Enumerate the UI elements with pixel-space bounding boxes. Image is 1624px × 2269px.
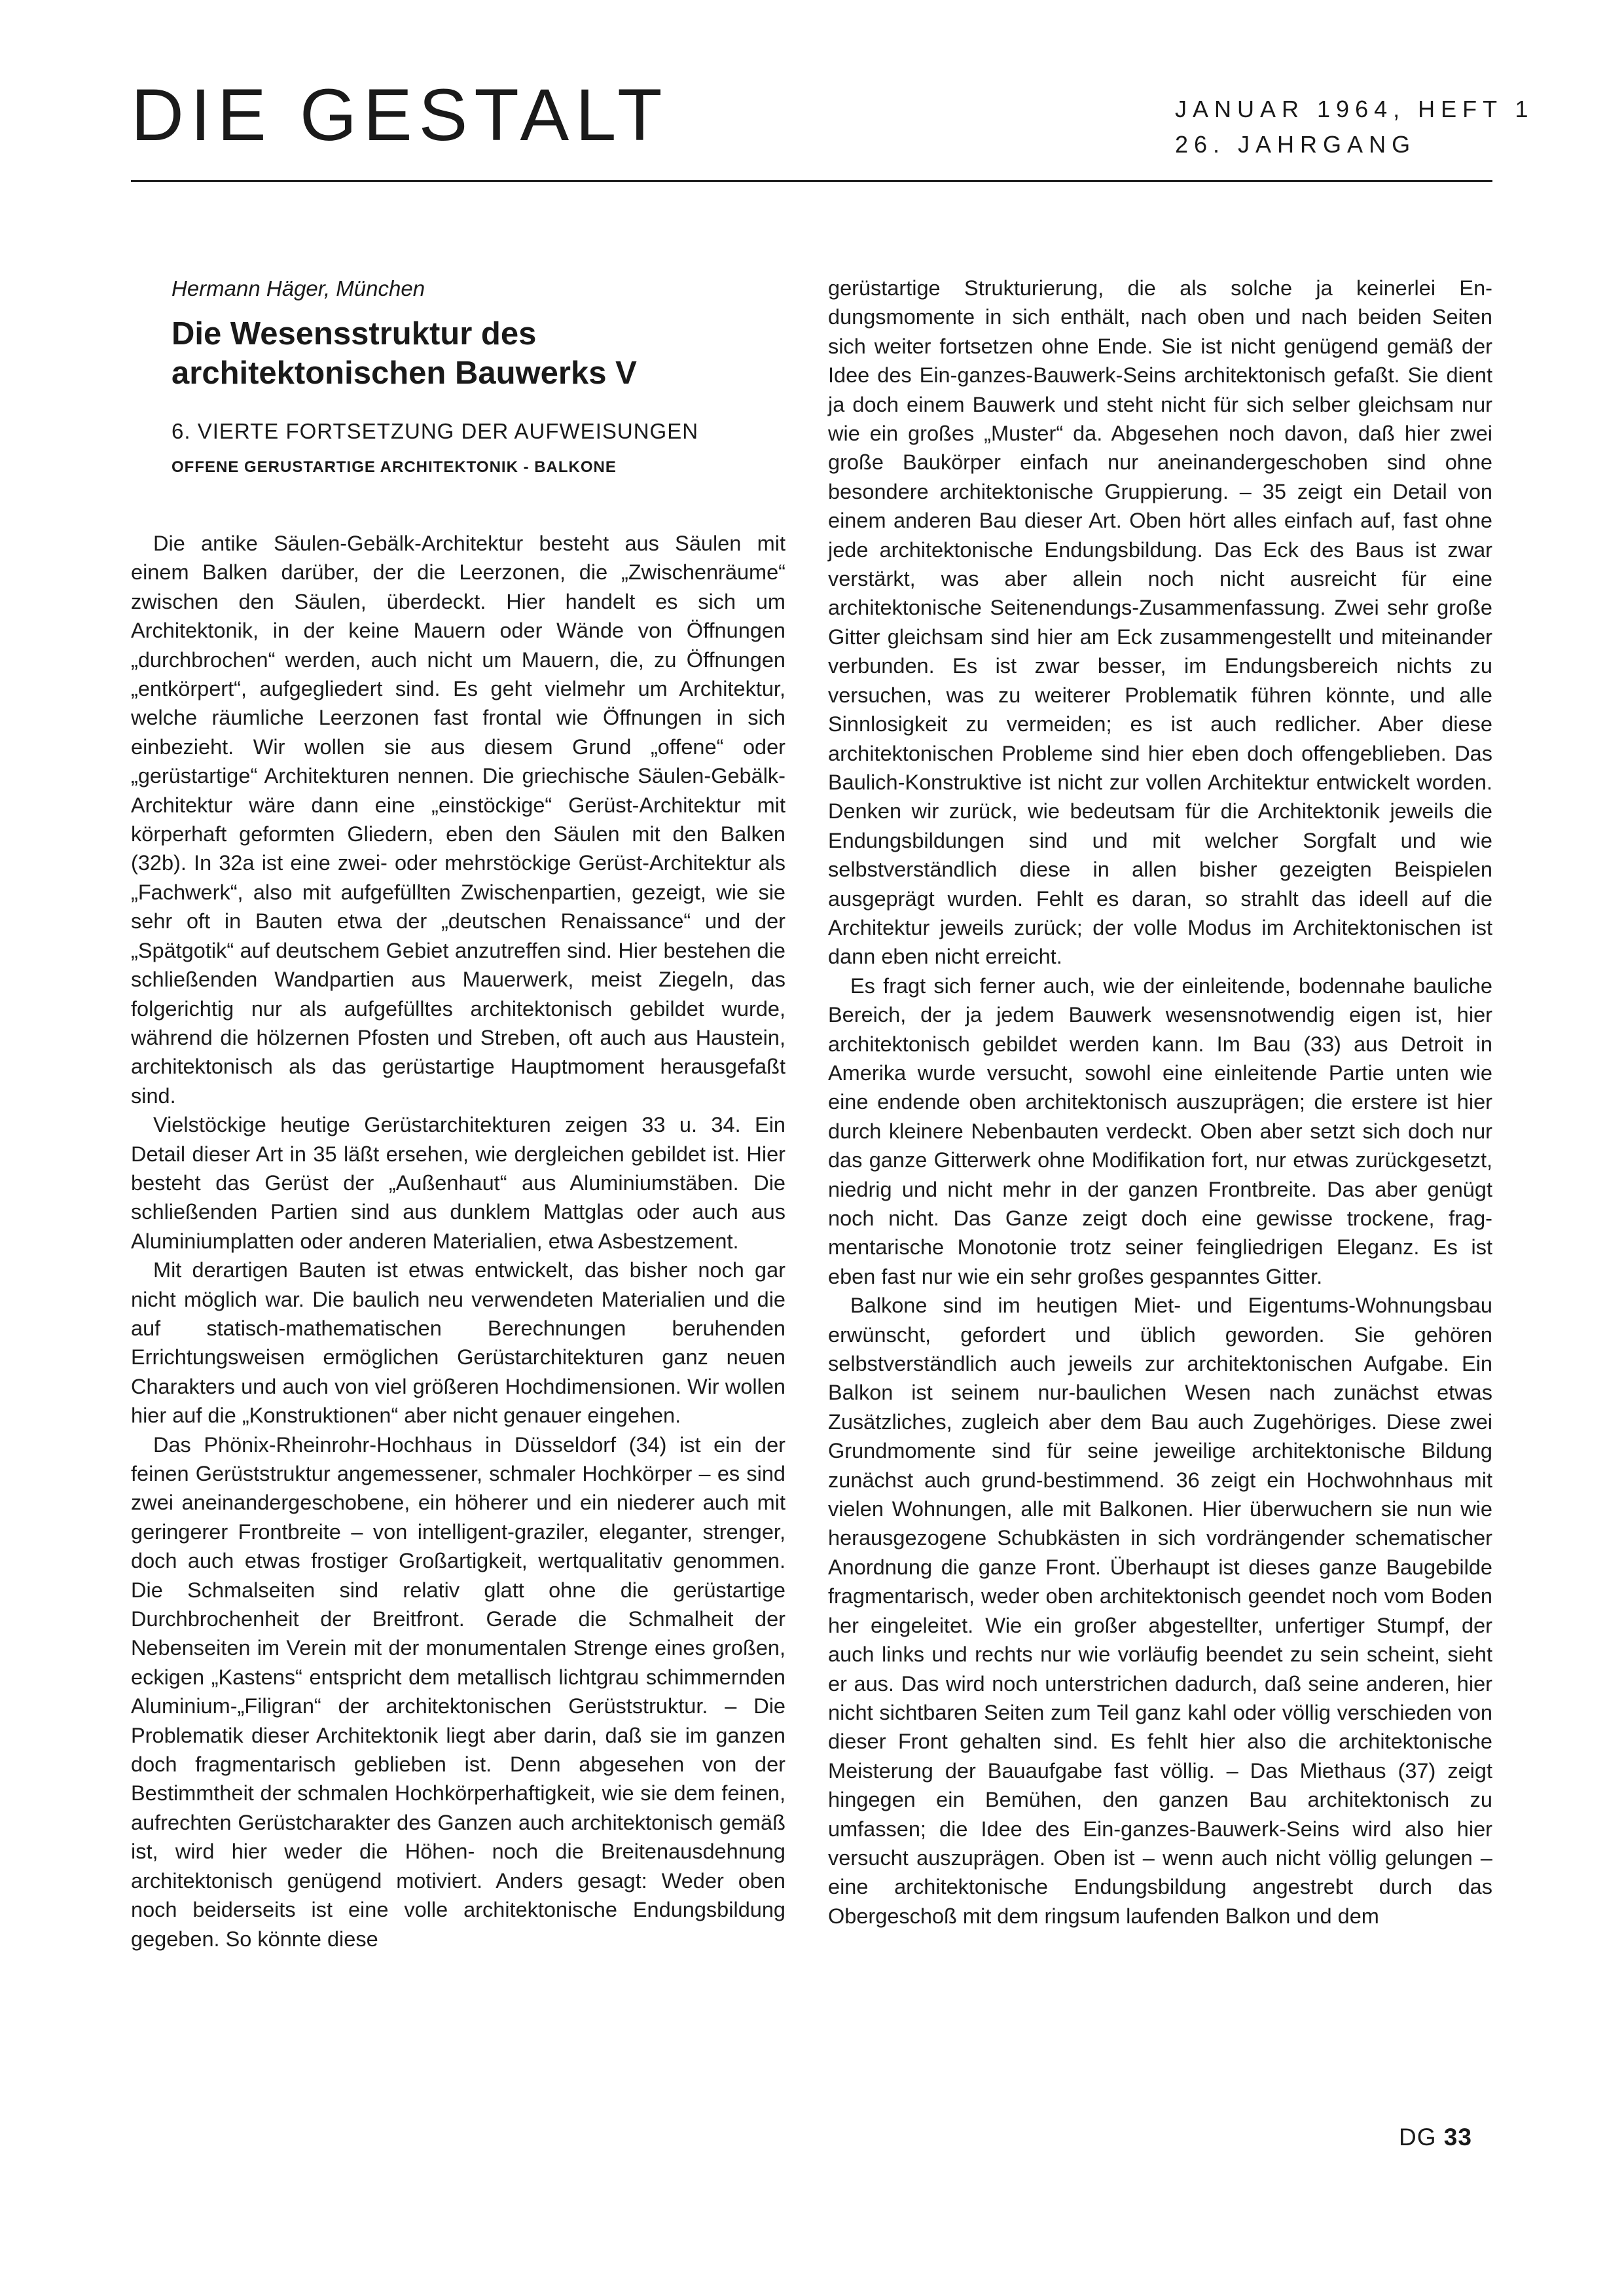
left-column: [131, 529, 785, 1953]
journal-abbreviation: DG: [1399, 2124, 1437, 2151]
right-column: [828, 274, 1492, 1931]
article-kicker: OFFENE GERUSTARTIGE ARCHITEKTONIK - BALKONE: [171, 458, 617, 476]
paragraph: Vielstöckige heutige Gerüstarchitekturen zeigen 33 u. 34. Ein Detail dieser Art in 35 läßt ersehen, wie dergleichen gebildet ist. Hier besteht das Gerüst der „Außenhaut“ aus Aluminiumstäben. Die schließenden Partien sind aus dunklem Mattglas oder auch aus Aluminiumplatten oder anderen Materialien, etwa Asbestzement.: [131, 1113, 785, 1253]
issue-date: JANUAR 1964, HEFT 1: [1175, 96, 1534, 122]
paragraph: Balkone sind im heutigen Miet- und Eigentums-Wohnungsbau erwünscht, gefordert und üblich geworden. Sie gehören selbstverständlich auch jeweils zur architektonischen Aufgabe. Ein Balkon ist seinem nur-baulichen Wesen nach zunächst etwas Zusätzliches, zugleich aber dem Bau auch Zugehöriges. Diese zwei Grundmomente sind für seine jeweilige architektonische Bildung zunächst auch grund-bestimmend. 36 zeigt ein Hochwohnhaus mit vielen Wohnungen, alle mit Balkonen. Hier überwuchern sie nun wie herausgezogene Schubkästen in sich vordrängender schematischer Anordnung die ganze Front. Überhaupt ist dieses ganze Baugebilde fragmentarisch, weder oben architektonisch geendet noch vom Boden her eingeleitet. Wie ein großer abgestellter, unfertiger Stumpf, der auch links und rechts nur wie vorläufig beendet zu sein scheint, sieht er aus. Das wird noch unterstrichen dadurch, daß seine anderen, hier nicht sichtbaren Seiten zum Teil ganz kahl oder völlig verschieden von dieser Front gehalten sind. Es fehlt hier also die architektonische Meisterung der Bauaufgabe fast völlig. – Das Miethaus (37) zeigt hingegen ein Bemühen, den ganzen Bau architektonisch zu umfassen; die Idee des Ein-ganzes-Bauwerk-Seins wird also hier versucht auszuprägen. Oben ist – wenn auch nicht völlig gelungen – eine architektonische Endungsbildung angestrebt durch das Obergeschoß mit dem ringsum laufenden Balkon und dem: [828, 1294, 1492, 1928]
article-title: Die Wesensstruktur des architektonischen Bauwerks V: [171, 316, 637, 391]
page-footer: [1399, 2124, 1472, 2151]
issue-info: [1175, 92, 1534, 162]
paragraph: Das Phönix-Rheinrohr-Hochhaus in Düsseldorf (34) ist ein der feinen Gerüststruktur angemessener, schmaler Hochkörper – es sind zwei aneinandergeschobene, ein höherer und ein niederer auch mit geringerer Frontbreite – von intelligent-graziler, eleganter, strenger, doch auch etwas frostiger Großartigkeit, wertqualitativ genommen. Die Schmalseiten sind relativ glatt ohne die gerüstartige Durchbrochenheit der Breitfront. Gerade die Schmalheit der Nebenseiten im Verein mit der monumentalen Strenge eines großen, eckigen „Kastens“ entspricht dem metallisch lichtgrau schimmernden Aluminium-„Filigran“ der architektonischen Gerüststruktur. – Die Problematik dieser Architektonik liegt aber darin, daß sie im ganzen doch fragmentarisch geblieben ist. Denn abgesehen von der Bestimmtheit der schmalen Hochkörperhaftigkeit, wie sie dem feinen, aufrechten Gerüstcharakter des Ganzen auch architektonisch gemäß ist, wird hier weder die Höhen- noch die Breitenausdehnung architektonisch genügend motiviert. Anders gesagt: Weder oben noch beiderseits ist eine volle architektonische Endungsbildung gegeben. So könnte diese: [131, 1432, 785, 1951]
masthead: DIE GESTALT: [131, 74, 669, 156]
article-subtitle: 6. VIERTE FORTSETZUNG DER AUFWEISUNGEN: [171, 419, 699, 443]
header-rule: [131, 180, 1492, 182]
paragraph: Es fragt sich ferner auch, wie der einleitende, bodennahe bauliche Bereich, der ja jedem Bauwerk wesensnotwendig eigen ist, hier architektonisch gebildet werden kann. Im Bau (33) aus Detroit in Amerika wurde versucht, sowohl eine einleitende Partie unten wie eine endende oben architektonisch auszuprägen; die erstere ist hier durch kleinere Nebenbauten verdeckt. Oben aber setzt sich doch nur das ganze Gitterwerk ohne Modifikation fort, nur etwas zurückgesetzt, niedrig und nicht mehr in der ganzen Frontbreite. Das aber genügt noch nicht. Das Ganze zeigt doch eine gewisse trockene, fragmentarische Monotonie trotz seiner feingliedrigen Eleganz. Es ist eben fast nur wie ein sehr großes gespanntes Gitter.: [828, 973, 1492, 1288]
paragraph: Mit derartigen Bauten ist etwas entwickelt, das bisher noch gar nicht möglich war. Die baulich neu verwendeten Materialien und die auf statisch-mathematischen Berechnungen beruhenden Errichtungsweisen ermöglichen Gerüstarchitekturen ganz neuen Charakters und auch von viel größeren Hochdimensionen. Wir wollen hier auf die „Konstruktionen“ aber nicht genauer eingehen.: [131, 1258, 785, 1428]
page-number: 33: [1443, 2124, 1472, 2151]
article-author: Hermann Häger, München: [171, 276, 425, 300]
issue-volume: 26. JAHRGANG: [1175, 131, 1416, 158]
paragraph: gerüstartige Strukturierung, die als solche ja keinerlei Endungsmomente in sich enthält, nach oben und nach beiden Seiten sich weiter fortsetzen ohne Ende. Sie ist nicht genügend gemäß der Idee des Ein-ganzes-Bauwerk-Seins architektonisch gefaßt. Sie dient ja doch einem Bauwerk und steht nicht für sich selber gleichsam nur wie ein großes „Muster“ da. Abgesehen noch davon, daß hier zwei große Baukörper einfach nur aneinandergeschoben sind ohne besondere architektonische Gruppierung. – 35 zeigt ein Detail von einem anderen Bau dieser Art. Oben hört alles einfach auf, fast ohne jede architektonische Endungsbildung. Das Eck des Baus ist zwar verstärkt, was aber allein noch nicht ausreicht für eine architektonische Seitenendungs-Zusammenfassung. Zwei sehr große Gitter gleichsam sind hier am Eck zusammengestellt und miteinander verbunden. Es ist zwar besser, im Endungsbereich nichts zu versuchen, was zu weiterer Problematik führen könnte, und alle Sinnlosigkeit zu vermeiden; es ist auch redlicher. Aber diese architektonischen Probleme sind hier eben doch offengeblieben. Das Baulich-Konstruktive ist nicht zur vollen Architektur entwickelt worden. Denken wir zurück, wie bedeutsam für die Architektonik jeweils die Endungsbildungen sind und mit welcher Sorgfalt und wie selbstverständlich diese in allen bisher gezeigten Beispielen ausgeprägt wurden. Fehlt es daran, so strahlt das ideell auf die Architektur jeweils zurück; der volle Modus im Architektonischen ist dann eben nicht erreicht.: [828, 276, 1492, 969]
paragraph: Die antike Säulen-Gebälk-Architektur besteht aus Säulen mit einem Balken darüber, der die Leerzonen, die „Zwischenräume“ zwischen den Säulen, überdeckt. Hier handelt es sich um Architektonik, in der keine Mauern oder Wände von Öffnungen „durchbrochen“ werden, auch nicht um Mauern, die, zu Öffnungen „entkörpert“, aufgegliedert sind. Es geht vielmehr um Architektur, welche räumliche Leerzonen fast frontal wie Öffnungen in sich einbezieht. Wir wollen sie aus diesem Grund „offene“ oder „gerüstartige“ Architekturen nennen. Die griechische Säulen-Gebälk-Architektur wäre dann eine „einstöckige“ Gerüst-Architektur mit körperhaft geformten Gliedern, eben den Säulen mit den Balken (32b). In 32a ist eine zwei- oder mehrstöckige Gerüst-Architektur als „Fachwerk“, also mit aufgefüllten Zwischenpartien, gezeigt, wie sie sehr oft in Bauten etwa der „deutschen Renaissance“ und der „Spätgotik“ auf deutschem Gebiet anzutreffen sind. Hier bestehen die schließenden Wandpartien aus Mauerwerk, meist Ziegeln, das folgerichtig nur als aufgefülltes architektonisch gebildet wurde, während die hölzernen Pfosten und Streben, oft auch aus Haustein, architektonisch als das gerüstartige Hauptmoment herausgefaßt sind.: [131, 532, 785, 1108]
